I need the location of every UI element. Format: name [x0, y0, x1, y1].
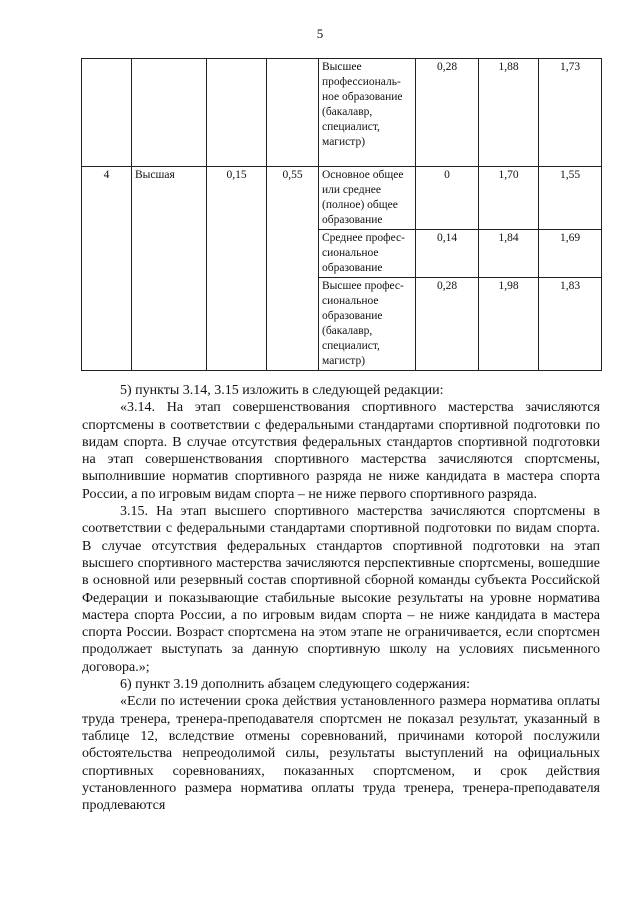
value-cell: 0 — [416, 167, 479, 230]
page-number: 5 — [316, 26, 324, 41]
value-cell: 1,70 — [479, 167, 539, 230]
value-cell: 0,14 — [416, 230, 479, 278]
value-cell: 1,84 — [479, 230, 539, 278]
coefficient-cell — [267, 59, 319, 167]
coefficients-table — [81, 58, 602, 371]
education-cell: Высшее профессиональ- ное образование (бакалавр, специалист, магистр) — [319, 59, 416, 167]
category-cell: Высшая — [132, 167, 207, 371]
value-cell: 0,28 — [416, 59, 479, 167]
coefficient-cell: 0,15 — [207, 167, 267, 371]
value-cell: 0,28 — [416, 278, 479, 371]
paragraph-amendment-6: 6) пункт 3.19 дополнить абзацем следующего содержания: — [120, 677, 470, 693]
value-cell: 1,88 — [479, 59, 539, 167]
paragraph-3-14: «3.14. На этап совершенствования спортивного мастерства зачисляются спортсмены в соответствии с федеральными стандартами спортивной подготовки по видам спорта. В случае отсутствия федеральных стандартов спортивной подготовки на этап совершенствования спортивного мастерства зачисляются спортсмены, выполнившие норматив спортивного разряда не ниже кандидата в мастера спорта России, а по игровым видам спорта – не ниже первого спортивного разряда. — [82, 400, 600, 502]
value-cell: 1,83 — [539, 278, 602, 371]
coefficient-cell — [207, 59, 267, 167]
coefficient-cell: 0,55 — [267, 167, 319, 371]
education-cell: Среднее профес- сиональное образование — [319, 230, 416, 278]
document-body — [82, 382, 600, 814]
value-cell: 1,98 — [479, 278, 539, 371]
value-cell: 1,69 — [539, 230, 602, 278]
row-number — [82, 59, 132, 167]
value-cell: 1,55 — [539, 167, 602, 230]
table-row — [82, 167, 602, 230]
paragraph-3-19-addition: «Если по истечении срока действия установленного размера норматива оплаты труда тренера, тренера-преподавателя спортсмен не показал результат, указанный в таблице 12, вследствие отмены соревнований, причинами которой послужили обстоятельства непреодолимой силы, результаты выступлений на официальных спортивных соревнованиях, показанных спортсменом, и срок действия установленного размера норматива оплаты труда тренера, тренера-преподавателя продлеваются — [82, 694, 600, 814]
value-cell: 1,73 — [539, 59, 602, 167]
paragraph-amendment-5: 5) пункты 3.14, 3.15 изложить в следующей редакции: — [120, 383, 444, 398]
table-row — [82, 59, 602, 167]
row-number: 4 — [82, 167, 132, 371]
education-cell: Высшее профес- сиональное образование (бакалавр, специалист, магистр) — [319, 278, 416, 371]
paragraph-3-15: 3.15. На этап высшего спортивного мастерства зачисляются спортсмены в соответствии с федеральными стандартами спортивной подготовки по видам спорта. В случае отсутствия федеральных стандартов спортивной подготовки на этап высшего спортивного мастерства зачисляются перспективные спортсмены, вошедшие в основной или резервный состав спортивной сборной команды субъекта Российской Федерации и показывающие стабильные высокие результаты на уровне норматива мастера спорта России, а по игровым видам спорта – не ниже кандидата в мастера спорта России. Возраст спортсмена на этом этапе не ограничивается, если спортсмен продолжает выступать за данную спортивную школу на условиях письменного договора.»; — [82, 504, 600, 675]
education-cell: Основное общее или среднее (полное) общее образование — [319, 167, 416, 230]
category-cell — [132, 59, 207, 167]
